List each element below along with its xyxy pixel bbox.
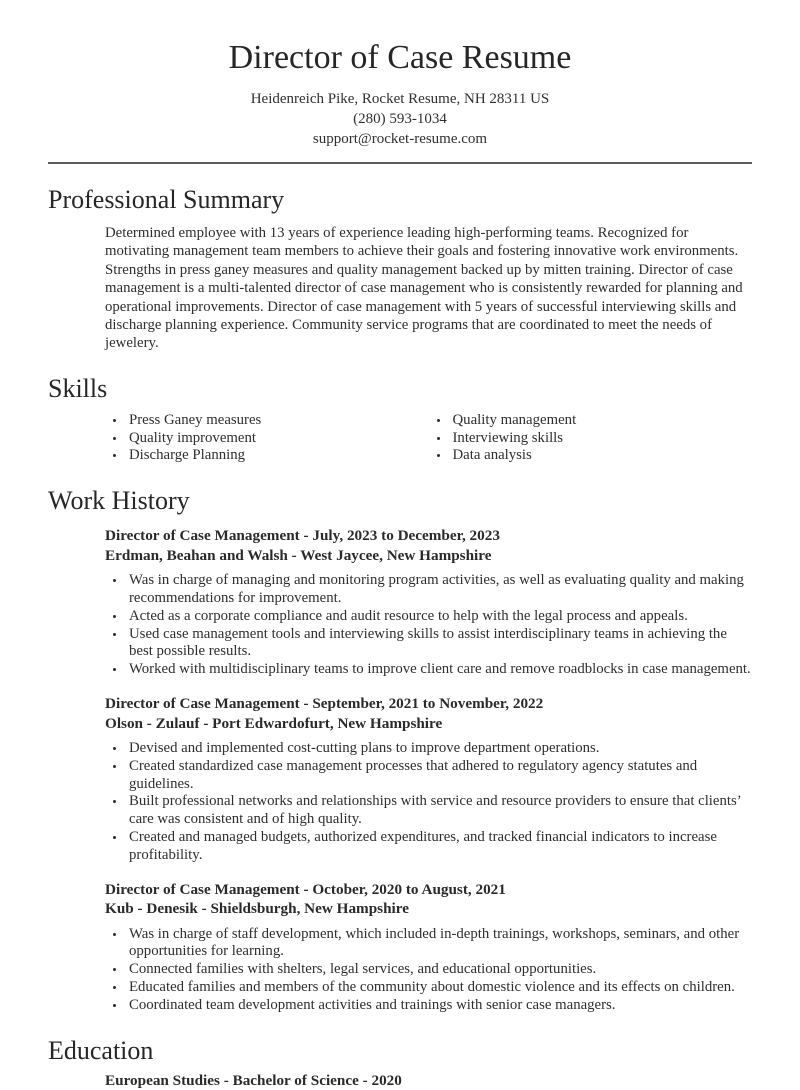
section-skills	[48, 374, 752, 465]
job-company-line: Kub - Denesik - Shieldsburgh, New Hampshire	[105, 900, 409, 918]
job-bullet: • Devised and implemented cost-cutting plans to improve department operations.	[126, 740, 752, 758]
skills-heading: Skills	[48, 373, 108, 403]
work-history-heading: Work History	[48, 486, 190, 516]
job-bullet: • Acted as a corporate compliance and audit resource to help with the legal process and appeals.	[126, 608, 752, 626]
job-block	[105, 694, 752, 865]
job-header	[105, 694, 752, 733]
skills-list-left	[105, 412, 429, 465]
job-bullet: • Was in charge of staff development, which included in-depth trainings, workshops, seminars, and other opportunities for learning.	[126, 926, 752, 962]
job-bullet: • Created standardized case management processes that adhered to regulatory agency statutes and guidelines.	[126, 758, 752, 794]
skill-item: • Press Ganey measures	[126, 412, 429, 430]
job-block	[105, 526, 752, 679]
job-bullet-list	[105, 926, 752, 1015]
contact-email: support@rocket-resume.com	[312, 131, 488, 147]
skill-item: • Quality management	[450, 412, 753, 430]
job-company-line: Erdman, Beahan and Walsh - West Jaycee, New Hampshire	[105, 546, 492, 564]
skill-item: • Quality improvement	[126, 430, 429, 448]
education-heading: Education	[48, 1035, 154, 1065]
skills-column-left	[105, 412, 429, 465]
section-education	[48, 1036, 752, 1090]
job-bullet: • Educated families and members of the community about domestic violence and its effects on children.	[126, 979, 752, 997]
contact-address: Heidenreich Pike, Rocket Resume, NH 28311 US	[250, 91, 550, 107]
job-bullet: • Created and managed budgets, authorized expenditures, and tracked financial indicators to increase profitability.	[126, 829, 752, 865]
job-bullet-list	[105, 572, 752, 679]
skill-item: • Data analysis	[450, 447, 753, 465]
summary-text: Determined employee with 13 years of experience leading high-performing teams. Recognized for motivating management team members to achieve their goals and fostering innovative work environments. Strengths in press ganey measures and quality management backed up by mitten training. Director of case management is a multi-talented director of case management who is consistently rewarded for planning and operational improvements. Director of case management with 5 years of successful interviewing skills and discharge planning experience. Community service programs that are coordinated to meet the needs of jewelery.	[105, 225, 743, 352]
contact-phone: (280) 593-1034	[353, 111, 447, 127]
job-bullet: • Coordinated team development activities and trainings with senior case managers.	[126, 997, 752, 1015]
resume-page	[0, 38, 800, 1090]
resume-header	[48, 38, 752, 164]
summary-heading: Professional Summary	[48, 185, 285, 214]
skills-column-right	[429, 412, 753, 465]
header-divider	[48, 162, 752, 164]
section-work-history	[48, 486, 752, 1014]
job-bullet-list	[105, 740, 752, 865]
contact-block	[48, 89, 752, 149]
job-title-line: Director of Case Management - October, 2020 to August, 2021	[105, 880, 506, 898]
job-bullet: • Was in charge of managing and monitoring program activities, as well as evaluating quality and making recommendations for improvement.	[126, 572, 752, 608]
job-bullet: • Built professional networks and relationships with service and resource providers to ensure that clients’ care was consistent and of high quality.	[126, 793, 752, 829]
job-block	[105, 880, 752, 1015]
job-bullet: • Worked with multidisciplinary teams to improve client care and remove roadblocks in case management.	[126, 661, 752, 679]
skill-item: • Interviewing skills	[450, 430, 753, 448]
job-bullet: • Used case management tools and interviewing skills to assist interdisciplinary teams in achieving the best possible results.	[126, 626, 752, 662]
education-entry: European Studies - Bachelor of Science - 2020	[105, 1071, 402, 1089]
skills-list-right	[429, 412, 753, 465]
resume-title: Director of Case Resume	[228, 39, 572, 76]
job-header	[105, 526, 752, 565]
skills-columns	[105, 412, 752, 465]
job-company-line: Olson - Zulauf - Port Edwardofurt, New Hampshire	[105, 714, 443, 732]
job-title-line: Director of Case Management - September, 2021 to November, 2022	[105, 695, 544, 713]
job-header	[105, 880, 752, 919]
job-title-line: Director of Case Management - July, 2023 to December, 2023	[105, 527, 500, 545]
job-bullet: • Connected families with shelters, legal services, and educational opportunities.	[126, 961, 752, 979]
section-summary	[48, 185, 752, 353]
skill-item: • Discharge Planning	[126, 447, 429, 465]
